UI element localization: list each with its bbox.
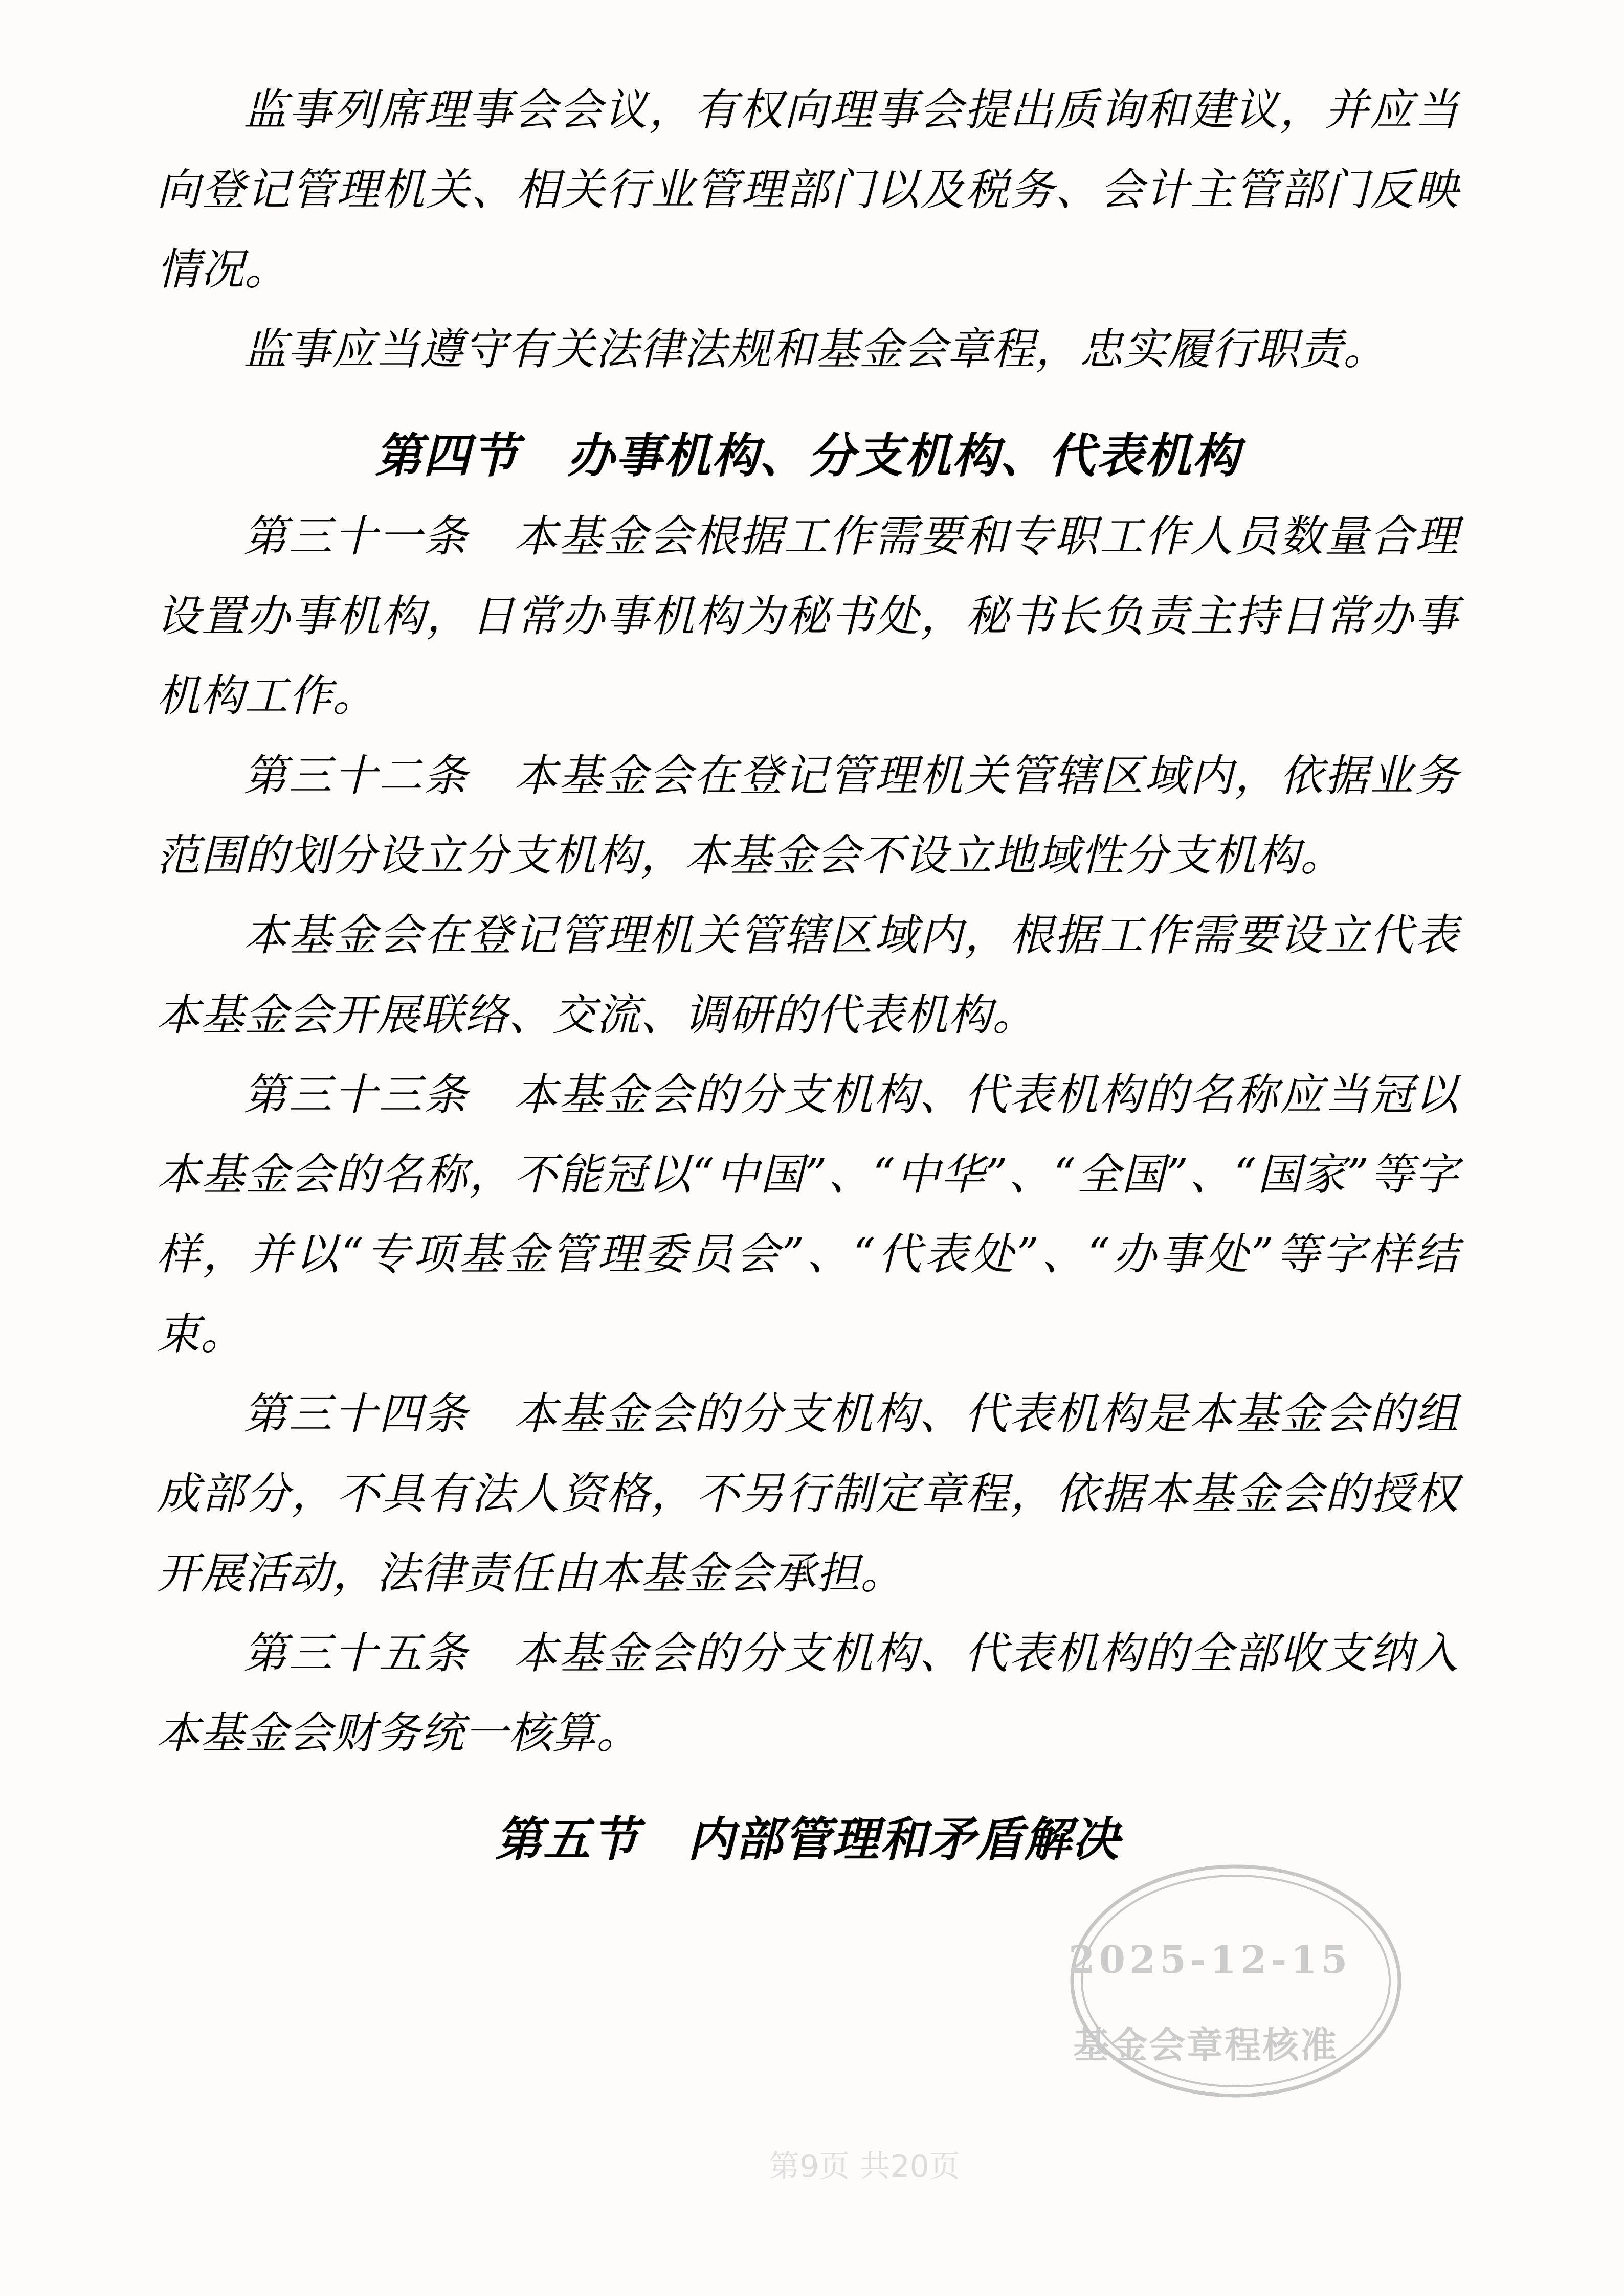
stamp-label: 基金会章程核准: [1073, 2024, 1339, 2066]
page-footer: 第9页 共20页: [769, 2149, 960, 2185]
paragraph-article-34: 第三十四条 本基金会的分支机构、代表机构是本基金会的组成部分，不具有法人资格，不另行制定章程，依据本基金会的授权开展活动，法律责任由本基金会承担。: [157, 1389, 1459, 1599]
paragraph-article-33: 第三十三条 本基金会的分支机构、代表机构的名称应当冠以本基金会的名称，不能冠以“中国”、“中华”、“全国”、“国家”等字样，并以“专项基金管理委员会”、“代表处”、“办事处”等字样结束。: [157, 1070, 1459, 1360]
paragraph-article-35: 第三十五条 本基金会的分支机构、代表机构的全部收支纳入本基金会财务统一核算。: [157, 1628, 1459, 1759]
stamp-date: 2025-12-15: [1069, 1938, 1352, 1982]
section-heading-4: 第四节 办事机构、分支机构、代表机构: [374, 428, 1240, 483]
approval-stamp: [1069, 1863, 1403, 2100]
paragraph-article-32-rep: 本基金会在登记管理机关管辖区域内，根据工作需要设立代表本基金会开展联络、交流、调研的代表机构。: [157, 910, 1459, 1041]
section-heading-5: 第五节 内部管理和矛盾解决: [495, 1812, 1120, 1867]
paragraph-article-31: 第三十一条 本基金会根据工作需要和专职工作人员数量合理设置办事机构，日常办事机构为秘书处，秘书长负责主持日常办事机构工作。: [157, 511, 1459, 722]
document-body: [157, 0, 1459, 1881]
paragraph-article-32: 第三十二条 本基金会在登记管理机关管辖区域内，依据业务范围的划分设立分支机构，本基金会不设立地域性分支机构。: [157, 751, 1459, 881]
paragraph-supervisor-duties: 监事应当遵守有关法律法规和基金会章程，忠实履行职责。: [243, 324, 1388, 375]
paragraph-supervisor-rights: 监事列席理事会会议，有权向理事会提出质询和建议，并应当向登记管理机关、相关行业管理部门以及税务、会计主管部门反映情况。: [157, 85, 1459, 295]
